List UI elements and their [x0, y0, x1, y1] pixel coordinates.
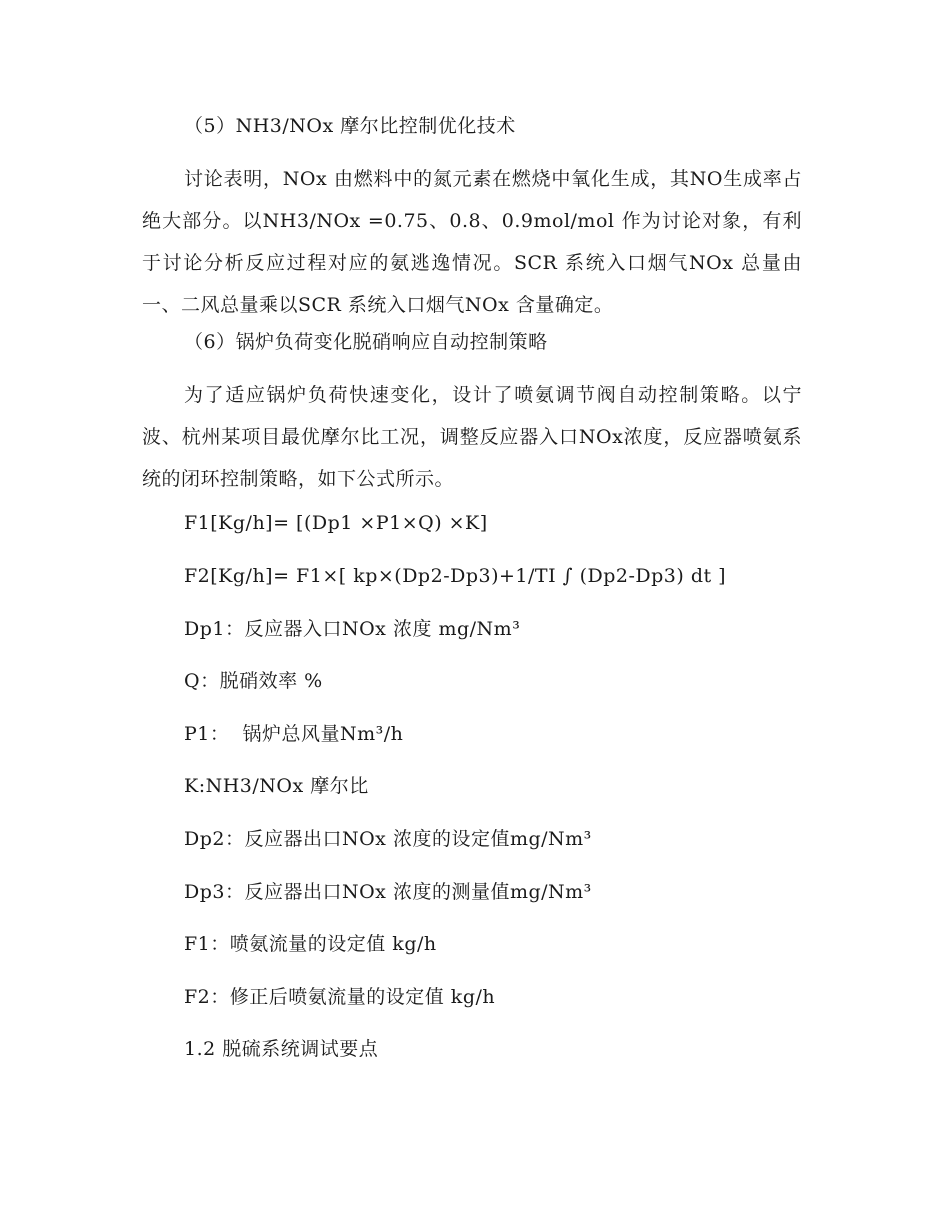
section-5-paragraph: 讨论表明，NOx 由燃料中的氮元素在燃烧中氧化生成，其NO生成率占绝大部分。以NH3/NOx =0.75、0.8、0.9mol/mol 作为讨论对象，有利于讨论分析反应过程对应的氨逃逸情况。SCR 系统入口烟气NOx 总量由一、二风总量乘以SCR 系统入口烟气NOx 含量确定。	[142, 168, 802, 316]
definition-dp2: Dp2：反应器出口NOx 浓度的设定值mg/Nm³	[184, 828, 592, 850]
formula-f1: F1[Kg/h]= [(Dp1 ×P1×Q) ×K]	[184, 512, 488, 534]
definition-p1: P1： 锅炉总风量Nm³/h	[184, 723, 404, 745]
section-6-paragraph: 为了适应锅炉负荷快速变化，设计了喷氨调节阀自动控制策略。以宁波、杭州某项目最优摩尔比工况，调整反应器入口NOx浓度，反应器喷氨系统的闭环控制策略，如下公式所示。	[142, 384, 802, 490]
section-5-heading: （5）NH3/NOx 摩尔比控制优化技术	[184, 115, 516, 137]
formula-f2: F2[Kg/h]= F1×[ kp×(Dp2-Dp3)+1/TI ∫ (Dp2-Dp3) dt ]	[184, 565, 727, 587]
definition-dp1: Dp1：反应器入口NOx 浓度 mg/Nm³	[184, 618, 521, 640]
next-section-heading: 1.2 脱硫系统调试要点	[184, 1038, 379, 1060]
section-6-heading: （6）锅炉负荷变化脱硝响应自动控制策略	[184, 331, 548, 353]
definition-q: Q：脱硝效率 %	[184, 670, 323, 692]
definition-f1: F1：喷氨流量的设定值 kg/h	[184, 933, 437, 955]
definition-dp3: Dp3：反应器出口NOx 浓度的测量值mg/Nm³	[184, 881, 592, 903]
definition-f2: F2：修正后喷氨流量的设定值 kg/h	[184, 986, 496, 1008]
definition-k: K:NH3/NOx 摩尔比	[184, 775, 369, 797]
